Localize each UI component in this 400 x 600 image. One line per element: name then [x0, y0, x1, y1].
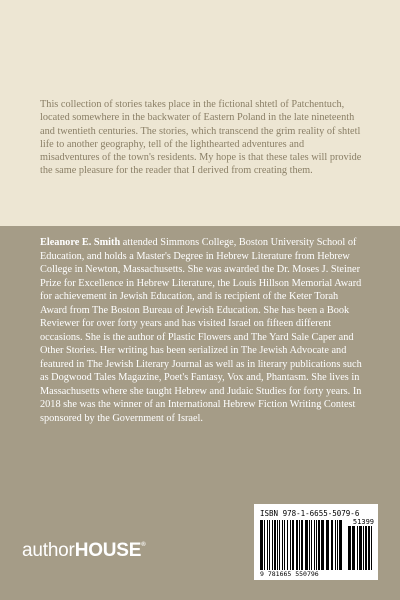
author-bio — [40, 236, 366, 425]
publisher-logo-part2: HOUSE — [74, 540, 142, 561]
author-name: Eleanore E. Smith — [40, 237, 121, 248]
isbn-label: ISBN 978-1-6655-5079-6 — [260, 509, 360, 518]
ean-barcode — [260, 520, 344, 570]
publisher-logo-part1: author — [22, 540, 75, 561]
barcode-box — [254, 504, 378, 580]
barcode-digits: 9 781665 550796 — [260, 570, 319, 578]
book-blurb: This collection of stories takes place in the fictional shtetl of Patchentuch, located somewhere in the backwater of Eastern Poland in the late nineteenth and twentieth centuries. The stories, which transcend the grim reality of shtetl life to another geography, tell of the lighthearted adventures and misadventures of the town's residents. My hope is that these tales will provide the same pleasure for the reader that I derived from creating them. — [40, 99, 362, 177]
price-code: 51399 — [352, 518, 374, 526]
author-bio-text: attended Simmons College, Boston University School of Education, and holds a Master's Degree in Hebrew Literature from Hebrew College in Newton, Massachusetts. She was awarded the Dr. Moses J. Steiner Prize for Excellence in Hebrew Literature, the Louis Hillson Memorial Award for achievement in Jewish Education, and is recipient of the Keter Torah Award from The Boston Bureau of Jewish Education. She has been a Book Reviewer for over forty years and has visited Israel on fifteen different occasions. She is the author of Plastic Flowers and The Yard Sale Caper and Other Stories. Her writing has been serialized in The Jewish Advocate and featured in The Jewish Literary Journal as well as in literary publications such as Dogwood Tales Magazine, Poet's Fantasy, Vox and, Phantasm. She lives in Massachusetts where she taught Hebrew and Judaic Studies for forty years. In 2018 she was the winner of an International Hebrew Fiction Writing Contest sponsored by the Government of Israel. — [40, 237, 362, 424]
trademark-symbol: ® — [141, 542, 146, 548]
price-barcode — [348, 526, 372, 570]
publisher-logo — [22, 540, 146, 562]
